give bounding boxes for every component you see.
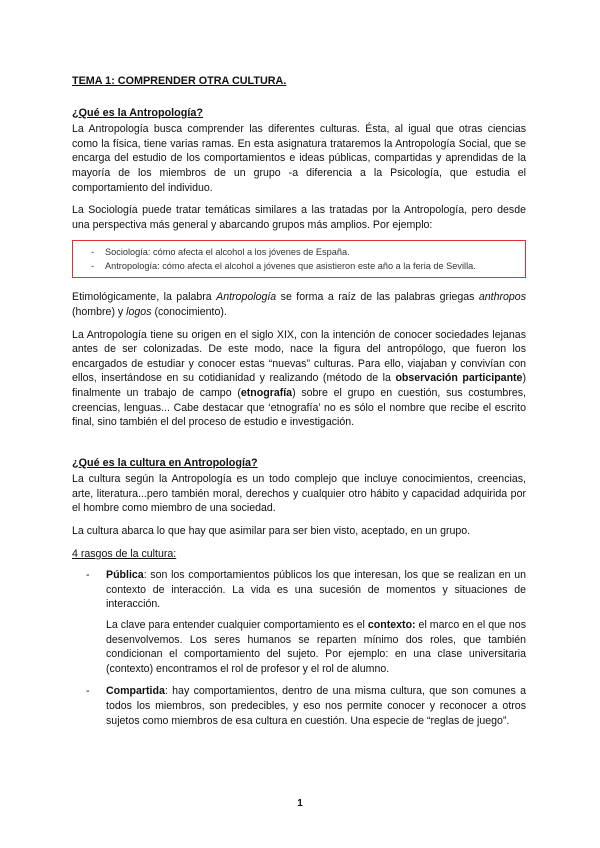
example-text: Sociología: cómo afecta el alcohol a los jóvenes de España. — [105, 247, 350, 258]
paragraph-origen: La Antropología tiene su origen en el siglo XIX, con la intención de conocer sociedades lejanas antes de ser colonizadas. De este modo, nace la figura del antropólogo, que fueron los encargados de estudiar y conocer estas “nuevas” culturas. Para ello, viajaban y convivían con ellos, insertándose en su cotidianidad y realizando (método de la observación participante) finalmente un trabajo de campo (etnografía) sobre el grupo en cuestión, sus costumbres, creencias, lenguas... Cabe destacar que ‘etnografía’ no es sólo el nombre que recibe el escrito final, sino también el del proceso de estudio e investigación. — [72, 328, 526, 429]
page-number: 1 — [297, 798, 303, 809]
term-contexto: contexto: — [367, 619, 416, 632]
dash-bullet: - — [91, 247, 95, 258]
dash-bullet: - — [86, 569, 90, 582]
term-anthropos: anthropos — [478, 291, 526, 304]
paragraph-sociologia: La Sociología puede tratar temáticas similares a las tratadas por la Antropología, pero desde una perspectiva más general y abarcando grupos más amplios. Por ejemplo: — [72, 204, 526, 231]
term-logos: logos — [126, 305, 152, 318]
example-item — [91, 259, 519, 273]
rasgos-subheading: 4 rasgos de la cultura: — [72, 547, 177, 560]
example-box — [72, 240, 526, 278]
paragraph-intro: La Antropología busca comprender las diferentes culturas. Ésta, al igual que otras ciencias como la física, tiene varias ramas. En esta asignatura trataremos la Antropología Social, que se encarga del estudio de los comportamientos e ideas públicas, compartidas y aprendidas de la mayoría de los miembros de un grupo -a diferencia a la Psicología, que estudia el comportamiento del individuo. — [72, 123, 526, 194]
paragraph-cultura-definicion: La cultura según la Antropología es un todo complejo que incluye conocimientos, creencias, arte, literatura...pero también moral, derechos y cualquier otro hábito y capacidad adquirida por el hombre como miembro de una sociedad. — [72, 473, 526, 515]
list-item-compartida: - Compartida: hay comportamientos, dentro de una misma cultura, que son comunes a todos los miembros, son predecibles, y eso nos permite conocer y reconocer a otros sujetos como miembros de esa cultura en cuestión. Una especie de “reglas de juego”. — [86, 685, 526, 727]
document-title: TEMA 1: COMPRENDER OTRA CULTURA. — [72, 75, 287, 87]
term-antropologia: Antropología — [216, 291, 277, 304]
paragraph-contexto: La clave para entender cualquier comportamiento es el contexto: el marco en el que nos desenvolvemos. Los seres humanos se reparten mínimo dos roles, que también condicionan el comportamiento del sujeto. Por ejemplo: en una clase universitaria (contexto) encontramos el rol de profesor y el rol de alumno. — [106, 619, 526, 675]
paragraph-etimologia: Etimológicamente, la palabra Antropología se forma a raíz de las palabras griegas anthropos (hombre) y logos (conocimiento). — [72, 291, 526, 318]
term-observacion-participante: observación participante — [395, 372, 523, 385]
example-text: Antropología: cómo afecta el alcohol a jóvenes que asistieron este año a la feria de Sevilla. — [105, 261, 476, 272]
term-compartida: Compartida — [106, 685, 165, 698]
paragraph-cultura-abarca: La cultura abarca lo que hay que asimilar para ser bien visto, aceptado, en un grupo. — [72, 525, 471, 538]
list-item-publica: - Pública: son los comportamientos públicos los que interesan, los que se realizan en un contexto de interacción. La vida es una sucesión de momentos y situaciones de interacción. — [86, 569, 526, 611]
section-heading-cultura: ¿Qué es la cultura en Antropología? — [72, 456, 258, 469]
dash-bullet: - — [86, 685, 90, 698]
document-body — [72, 74, 526, 734]
dash-bullet: - — [91, 261, 95, 272]
term-publica: Pública — [106, 569, 144, 582]
example-item — [91, 245, 519, 259]
term-etnografia: etnografía — [240, 386, 293, 399]
section-heading-antropologia: ¿Qué es la Antropología? — [72, 106, 203, 119]
